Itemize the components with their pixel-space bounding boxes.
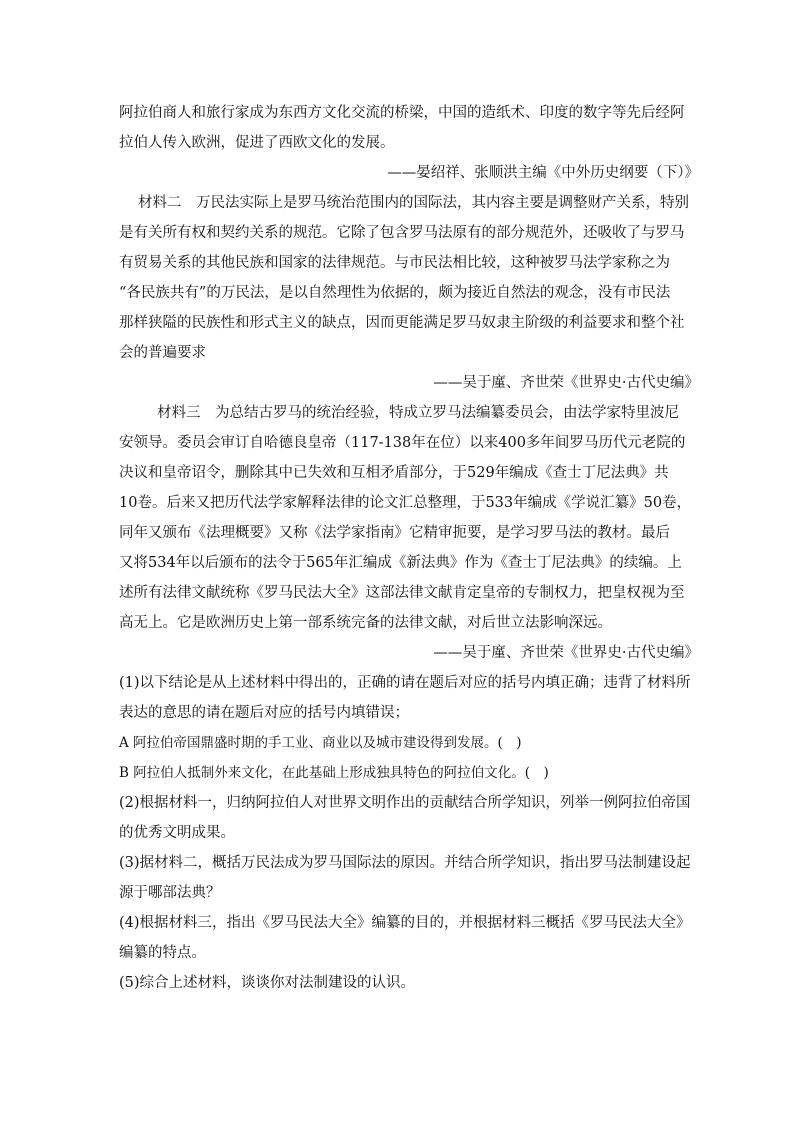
paragraph-line: “各民族共有”的万民法，是以自然理性为依据的，颇为接近自然法的观念，没有市民法 bbox=[119, 285, 671, 301]
question-2: (2)根据材料一，归纳阿拉伯人对世界文明作出的贡献结合所学知识，列举一例阿拉伯帝国 bbox=[119, 795, 691, 811]
paragraph-line: 决议和皇帝诏令，删除其中已失效和互相矛盾部分，于529年编成《查士丁尼法典》共 bbox=[119, 465, 669, 481]
question-3-cont: 源于哪部法典？ bbox=[119, 885, 221, 901]
question-1: (1)以下结论是从上述材料中得出的，正确的请在题后对应的括号内填正确；违背了材料所 bbox=[119, 675, 691, 691]
paragraph-line: 安领导。委员会审订自哈德良皇帝（117-138年在位）以来400多年间罗马历代元老院的 bbox=[119, 435, 686, 451]
question-2-cont: 的优秀文明成果。 bbox=[119, 825, 235, 841]
option-b: B 阿拉伯人抵制外来文化，在此基础上形成独具特色的阿拉伯文化。( ) bbox=[119, 765, 549, 781]
source-citation: ——吴于廑、齐世荣《世界史·古代史编》 bbox=[433, 375, 699, 391]
question-1-cont: 表达的意思的请在题后对应的括号内填错误； bbox=[119, 705, 409, 721]
material-three-heading-line: 材料三 为总结古罗马的统治经验，特成立罗马法编纂委员会，由法学家特里波尼 bbox=[157, 405, 679, 421]
paragraph-line: 那样狭隘的民族性和形式主义的缺点，因而更能满足罗马奴隶主阶级的利益要求和整个社 bbox=[119, 315, 685, 331]
option-a: A 阿拉伯帝国鼎盛时期的手工业、商业以及城市建设得到发展。( ) bbox=[119, 735, 522, 751]
source-citation: ——吴于廑、齐世荣《世界史·古代史编》 bbox=[433, 645, 699, 661]
source-citation: ——晏绍祥、张顺洪主编《中外历史纲要（下）》 bbox=[387, 165, 699, 181]
paragraph-line: 高无上。它是欧洲历史上第一部系统完备的法律文献，对后世立法影响深远。 bbox=[119, 615, 612, 631]
paragraph-line: 会的普遍要求 bbox=[119, 345, 206, 361]
question-5: (5)综合上述材料，谈谈你对法制建设的认识。 bbox=[119, 975, 416, 991]
paragraph-line: 10卷。后来又把历代法学家解释法律的论文汇总整理，于533年编成《学说汇纂》50卷， bbox=[119, 495, 692, 511]
paragraph-line: 是有关所有权和契约关系的规范。它除了包含罗马法原有的部分规范外，还吸收了与罗马 bbox=[119, 225, 685, 241]
paragraph-line: 拉伯人传入欧洲，促进了西欧文化的发展。 bbox=[119, 135, 395, 151]
paragraph-line: 阿拉伯商人和旅行家成为东西方文化交流的桥梁，中国的造纸术、印度的数字等先后经阿 bbox=[119, 105, 685, 121]
question-4-cont: 编纂的特点。 bbox=[119, 945, 206, 961]
paragraph-line: 述所有法律文献统称《罗马民法大全》这部法律文献肯定皇帝的专制权力，把皇权视为至 bbox=[119, 585, 685, 601]
paragraph-line: 同年又颁布《法理概要》又称《法学家指南》它精审扼要，是学习罗马法的教材。最后 bbox=[119, 525, 670, 541]
paragraph-line: 又将534年以后颁布的法令于565年汇编成《新法典》作为《查士丁尼法典》的续编。上 bbox=[119, 555, 682, 571]
question-3: (3)据材料二，概括万民法成为罗马国际法的原因。并结合所学知识，指出罗马法制建设起 bbox=[119, 855, 691, 871]
paragraph-line: 有贸易关系的其他民族和国家的法律规范。与市民法相比较，这种被罗马法学家称之为 bbox=[119, 255, 670, 271]
material-two-heading-line: 材料二 万民法实际上是罗马统治范围内的国际法，其内容主要是调整财产关系，特别 bbox=[138, 195, 689, 211]
question-4: (4)根据材料三，指出《罗马民法大全》编纂的目的，并根据材料三概括《罗马民法大全》 bbox=[119, 915, 691, 931]
